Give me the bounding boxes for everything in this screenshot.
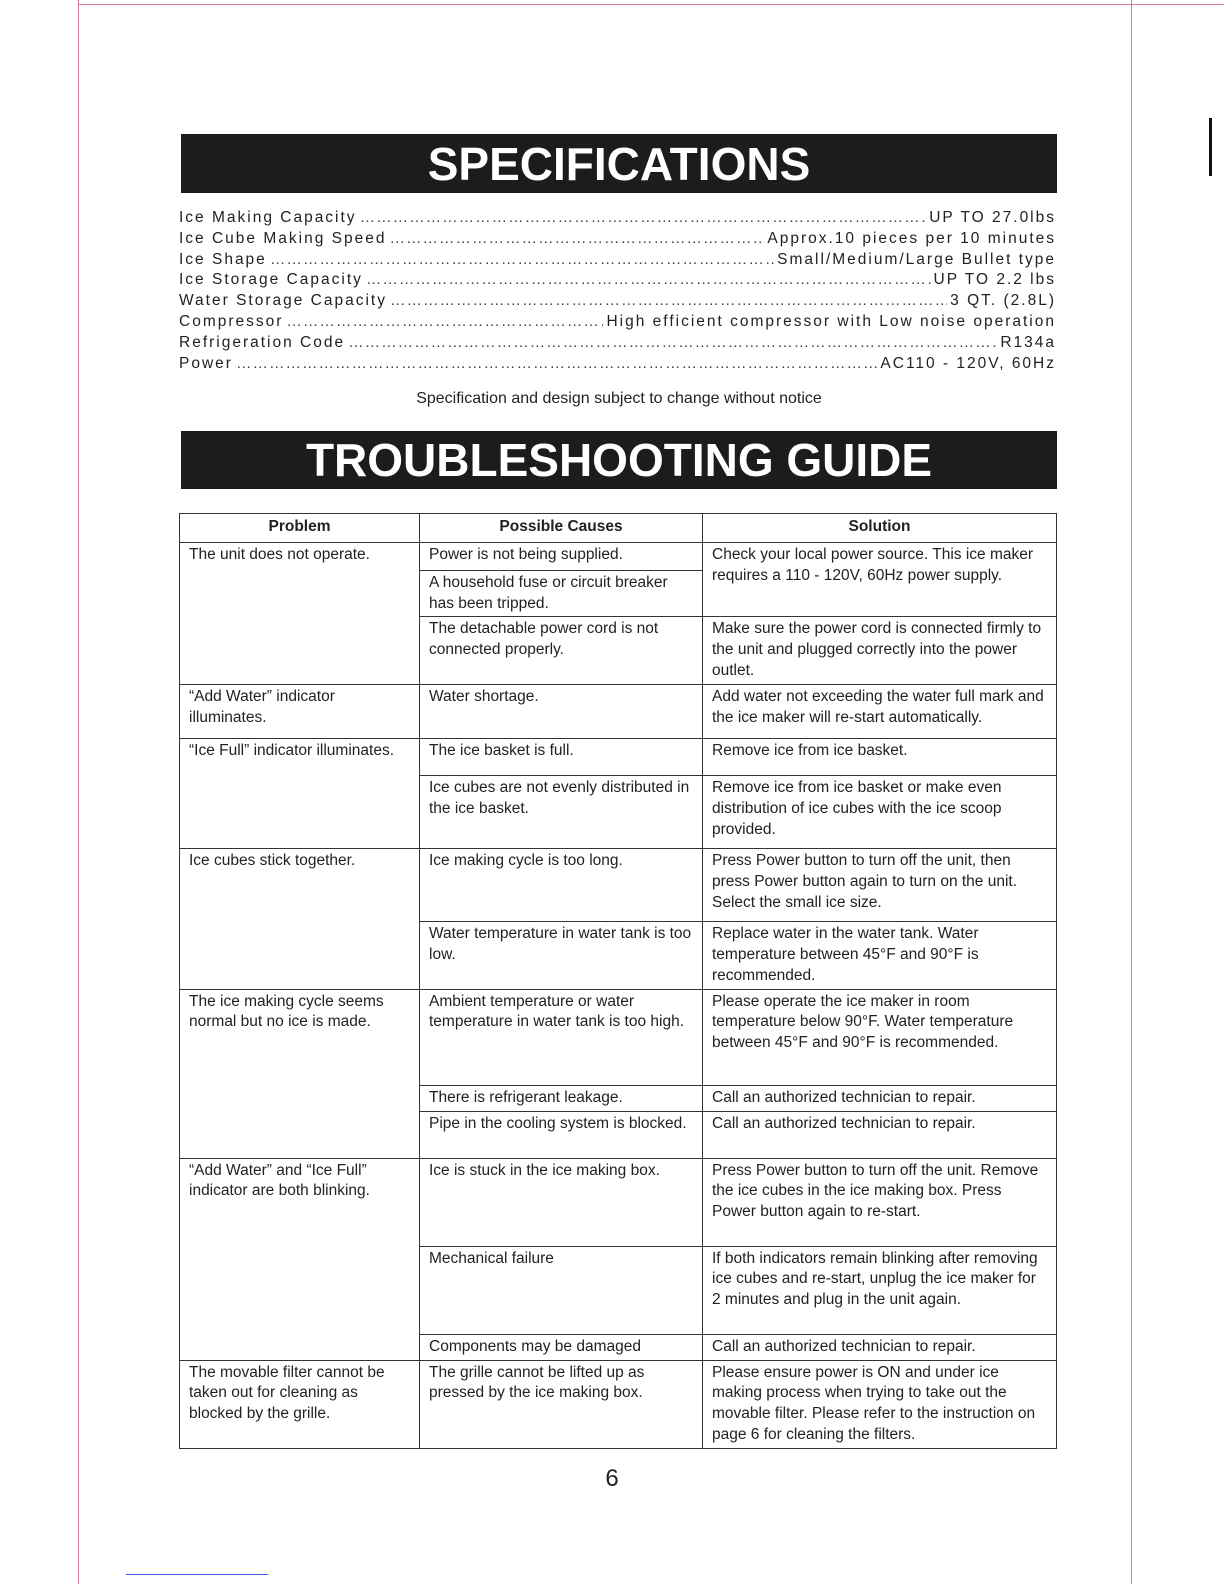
cause-cell: A household fuse or circuit breaker has been tripped. xyxy=(420,571,703,617)
cause-cell: Ice cubes are not evenly distributed in the ice basket. xyxy=(420,776,703,849)
spec-value: AC110 - 120V, 60Hz xyxy=(880,354,1056,372)
spec-label: Ice Storage Capacity xyxy=(179,271,363,289)
header-problem: Problem xyxy=(180,514,420,543)
problem-cell: “Ice Full” indicator illuminates. xyxy=(180,739,420,849)
spec-value: High efficient compressor with Low noise operation xyxy=(606,312,1056,330)
problem-cell: “Add Water” indicator illuminates. xyxy=(180,685,420,739)
troubleshooting-table xyxy=(179,513,1057,1449)
page-number: 6 xyxy=(605,1465,619,1492)
spec-row xyxy=(179,208,1056,229)
spec-value: Approx.10 pieces per 10 minutes xyxy=(767,229,1056,247)
edge-registration-mark xyxy=(1209,118,1212,176)
spec-label: Power xyxy=(179,354,233,372)
table-row xyxy=(180,1360,1057,1448)
solution-cell: Call an authorized technician to repair. xyxy=(703,1334,1057,1360)
specifications-heading: SPECIFICATIONS xyxy=(181,134,1057,193)
spec-label: Ice Cube Making Speed xyxy=(179,229,387,247)
dot-leader xyxy=(270,250,774,271)
table-row xyxy=(180,849,1057,922)
solution-cell: Remove ice from ice basket or make even distribution of ice cubes with the ice scoop provided. xyxy=(703,776,1057,849)
cause-cell: Ice making cycle is too long. xyxy=(420,849,703,922)
solution-cell: Check your local power source. This ice maker requires a 110 - 120V, 60Hz power supply. xyxy=(703,543,1057,617)
cause-cell: The detachable power cord is not connected properly. xyxy=(420,617,703,685)
solution-cell: Press Power button to turn off the unit, then press Power button again to turn on the unit. Select the small ice size. xyxy=(703,849,1057,922)
dot-leader xyxy=(348,333,997,354)
problem-cell: “Add Water” and “Ice Full” indicator are both blinking. xyxy=(180,1158,420,1360)
dot-leader xyxy=(366,270,931,291)
solution-cell: Remove ice from ice basket. xyxy=(703,739,1057,776)
cause-cell: Ambient temperature or water temperature in water tank is too high. xyxy=(420,989,703,1085)
problem-cell: The unit does not operate. xyxy=(180,543,420,685)
table-row xyxy=(180,543,1057,571)
spec-label: Ice Shape xyxy=(179,250,267,268)
dot-leader xyxy=(360,208,927,229)
solution-cell: Call an authorized technician to repair. xyxy=(703,1111,1057,1158)
spec-value: UP TO 2.2 lbs xyxy=(933,271,1056,289)
solution-cell: If both indicators remain blinking after removing ice cubes and re-start, unplug the ice maker for 2 minutes and plug in the unit again. xyxy=(703,1246,1057,1334)
problem-cell: The ice making cycle seems normal but no ice is made. xyxy=(180,989,420,1158)
spec-value: UP TO 27.0lbs xyxy=(929,209,1056,226)
spec-row xyxy=(179,354,1056,375)
cause-cell: Water shortage. xyxy=(420,685,703,739)
spec-label: Compressor xyxy=(179,312,284,330)
solution-cell: Add water not exceeding the water full mark and the ice maker will re-start automatically. xyxy=(703,685,1057,739)
dot-leader xyxy=(286,312,603,333)
cause-cell: Components may be damaged xyxy=(420,1334,703,1360)
page-trim-line-top xyxy=(78,4,1224,5)
table-row xyxy=(180,989,1057,1085)
spec-row xyxy=(179,270,1056,291)
table-header-row xyxy=(180,514,1057,543)
problem-cell: Ice cubes stick together. xyxy=(180,849,420,989)
spec-notice: Specification and design subject to change without notice xyxy=(416,390,822,407)
page-trim-line-right xyxy=(1131,0,1132,1584)
dot-leader xyxy=(390,291,947,312)
table-row xyxy=(180,1158,1057,1246)
spec-value: 3 QT. (2.8L) xyxy=(950,292,1056,310)
solution-cell: Please ensure power is ON and under ice making process when trying to take out the movable filter. Please refer to the instruction on page 6 for cleaning the filters. xyxy=(703,1360,1057,1448)
cause-cell: Water temperature in water tank is too low. xyxy=(420,922,703,989)
troubleshooting-heading: TROUBLESHOOTING GUIDE xyxy=(181,431,1057,489)
spec-label: Water Storage Capacity xyxy=(179,292,387,310)
spec-row xyxy=(179,312,1056,333)
spec-row xyxy=(179,291,1056,312)
page-trim-line-left xyxy=(78,0,79,1584)
spec-label: Ice Making Capacity xyxy=(179,209,357,226)
spec-row xyxy=(179,333,1056,354)
solution-cell: Call an authorized technician to repair. xyxy=(703,1085,1057,1111)
cause-cell: There is refrigerant leakage. xyxy=(420,1085,703,1111)
dot-leader xyxy=(236,354,877,375)
spec-label: Refrigeration Code xyxy=(179,333,346,351)
solution-cell: Please operate the ice maker in room temperature below 90°F. Water temperature between 45°F and 90°F is recommended. xyxy=(703,989,1057,1085)
cause-cell: Mechanical failure xyxy=(420,1246,703,1334)
cause-cell: Pipe in the cooling system is blocked. xyxy=(420,1111,703,1158)
table-row xyxy=(180,685,1057,739)
spec-row xyxy=(179,250,1056,271)
header-solution: Solution xyxy=(703,514,1057,543)
spec-value: Small/Medium/Large Bullet type xyxy=(777,250,1056,268)
solution-cell: Make sure the power cord is connected firmly to the unit and plugged correctly into the power outlet. xyxy=(703,617,1057,685)
footer-rule xyxy=(126,1574,268,1575)
specifications-list xyxy=(179,208,1056,374)
cause-cell: Power is not being supplied. xyxy=(420,543,703,571)
spec-row xyxy=(179,229,1056,250)
solution-cell: Press Power button to turn off the unit. Remove the ice cubes in the ice making box. Press Power button again to re-start. xyxy=(703,1158,1057,1246)
dot-leader xyxy=(389,229,764,250)
table-row xyxy=(180,739,1057,776)
spec-value: R134a xyxy=(1000,333,1056,351)
header-possible-causes: Possible Causes xyxy=(420,514,703,543)
solution-cell: Replace water in the water tank. Water temperature between 45°F and 90°F is recommended. xyxy=(703,922,1057,989)
cause-cell: The grille cannot be lifted up as pressed by the ice making box. xyxy=(420,1360,703,1448)
cause-cell: Ice is stuck in the ice making box. xyxy=(420,1158,703,1246)
cause-cell: The ice basket is full. xyxy=(420,739,703,776)
problem-cell: The movable filter cannot be taken out for cleaning as blocked by the grille. xyxy=(180,1360,420,1448)
